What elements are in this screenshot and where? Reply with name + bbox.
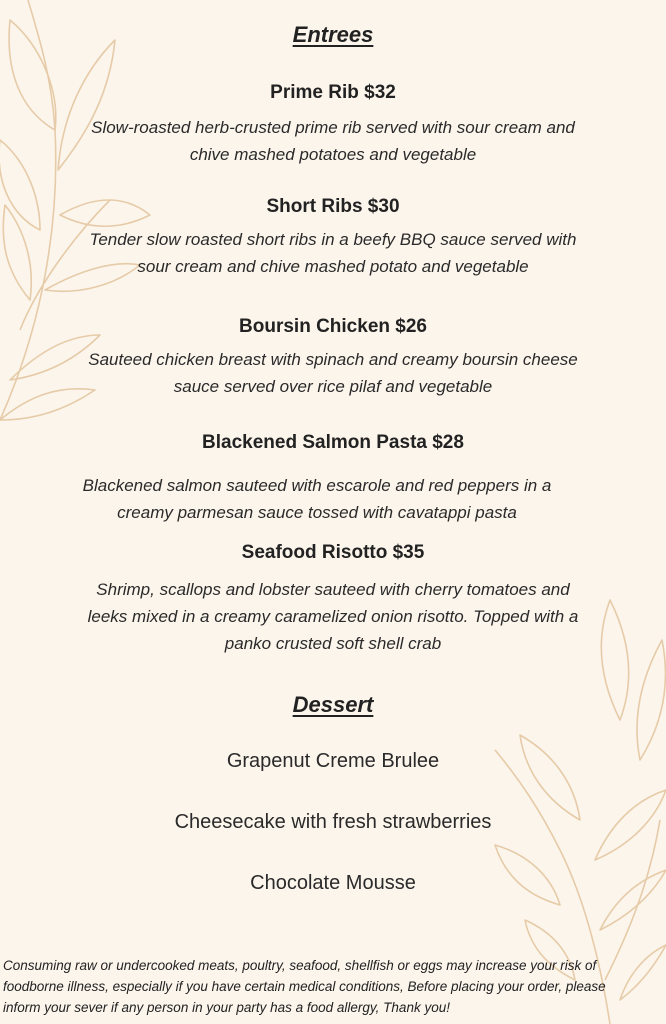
description-line: sour cream and chive mashed potato and vegetable (137, 257, 529, 276)
menu-item-description (0, 114, 666, 168)
disclaimer-line: inform your sever if any person in your party has a food allergy, Thank you! (3, 1000, 450, 1015)
description-line: creamy parmesan sauce tossed with cavatappi pasta (117, 503, 517, 522)
dessert-item: Chocolate Mousse (250, 872, 416, 894)
description-line: Blackened salmon sauteed with escarole and red peppers in a (82, 476, 552, 495)
menu-item-title: Prime Rib $32 (270, 82, 396, 103)
description-line: Slow-roasted herb-crusted prime rib served with sour cream and (91, 118, 575, 137)
menu-item-description (0, 472, 650, 526)
menu-item-title: Boursin Chicken $26 (239, 316, 427, 337)
description-line: sauce served over rice pilaf and vegetable (173, 377, 493, 396)
description-line: Tender slow roasted short ribs in a beefy BBQ sauce served with (89, 230, 577, 249)
entrees-heading: Entrees (292, 22, 374, 47)
disclaimer-line: foodborne illness, especially if you have certain medical conditions, Before placing your order, please (3, 979, 606, 994)
dessert-item: Grapenut Creme Brulee (226, 750, 440, 772)
description-line: Sauteed chicken breast with spinach and creamy boursin cheese (88, 350, 578, 369)
menu-item-description (0, 226, 666, 280)
dessert-item: Cheesecake with fresh strawberries (174, 811, 492, 833)
description-line: leeks mixed in a creamy caramelized onion risotto. Topped with a (87, 607, 579, 626)
allergy-disclaimer (3, 955, 666, 1018)
disclaimer-line: Consuming raw or undercooked meats, poultry, seafood, shellfish or eggs may increase your risk of (3, 958, 597, 973)
menu-item-description (0, 576, 666, 657)
description-line: Shrimp, scallops and lobster sauteed with cherry tomatoes and (96, 580, 570, 599)
menu-item-title: Blackened Salmon Pasta $28 (202, 432, 464, 453)
menu-item-title: Seafood Risotto $35 (241, 542, 425, 563)
menu-item-description (0, 346, 666, 400)
menu-item-title: Short Ribs $30 (266, 196, 400, 217)
dessert-heading: Dessert (292, 692, 374, 717)
description-line: chive mashed potatoes and vegetable (189, 145, 477, 164)
description-line: panko crusted soft shell crab (224, 634, 442, 653)
